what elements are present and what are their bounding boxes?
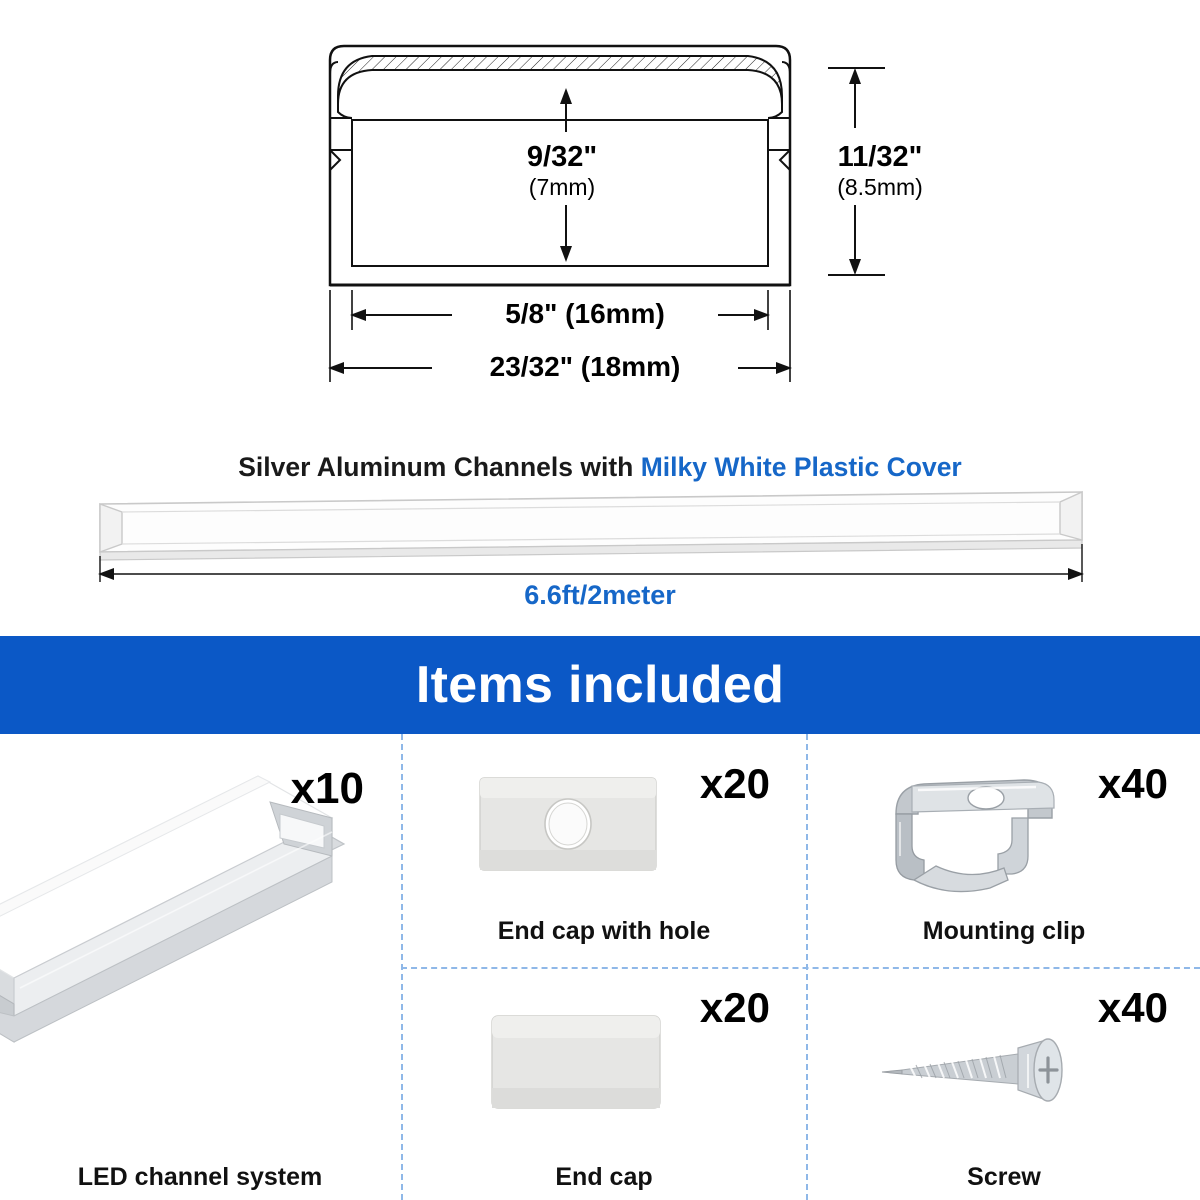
end-cap-with-hole-icon xyxy=(472,762,672,892)
mounting-clip-icon xyxy=(878,756,1078,906)
dimension-inner-height-metric: (7mm) xyxy=(528,174,596,201)
item-cell-led-channel-system xyxy=(0,734,400,1200)
channel-caption-part1: Silver Aluminum Channels with xyxy=(238,452,641,482)
item-qty-screw: x40 xyxy=(1097,984,1168,1031)
item-qty-end-cap: x20 xyxy=(699,984,770,1031)
items-included-title: Items included xyxy=(415,656,785,714)
channel-caption-accent: Milky White Plastic Cover xyxy=(640,452,962,482)
dimension-inner-height-imperial: 9/32" xyxy=(526,141,598,173)
item-cell-end-cap xyxy=(402,968,806,1200)
item-qty-led-channel-system: x10 xyxy=(290,764,364,813)
end-cap-icon xyxy=(480,998,680,1128)
item-cell-mounting-clip xyxy=(808,734,1200,966)
dimension-inner-width: 5/8" (16mm) xyxy=(505,298,665,329)
dimension-outer-height xyxy=(790,140,970,201)
channel-length-diagram xyxy=(0,482,1200,592)
item-qty-mounting-clip: x40 xyxy=(1097,760,1168,807)
item-label-end-cap: End cap xyxy=(555,1163,653,1191)
item-label-led-channel-system: LED channel system xyxy=(77,1163,323,1191)
channel-caption xyxy=(0,452,1200,483)
item-label-mounting-clip: Mounting clip xyxy=(922,917,1086,945)
screw-icon xyxy=(868,1008,1098,1128)
dimension-outer-height-imperial: 11/32" xyxy=(837,141,923,173)
item-label-end-cap-with-hole: End cap with hole xyxy=(497,917,711,945)
item-qty-end-cap-with-hole: x20 xyxy=(699,760,770,807)
dimension-outer-width: 23/32" (18mm) xyxy=(489,351,681,382)
item-cell-end-cap-with-hole xyxy=(402,734,806,966)
item-label-screw: Screw xyxy=(967,1163,1041,1191)
length-label: 6.6ft/2meter xyxy=(524,580,676,610)
items-included-grid xyxy=(0,734,1200,1200)
dimension-outer-height-metric: (8.5mm) xyxy=(837,174,923,201)
dimension-inner-height xyxy=(472,140,652,201)
item-cell-screw xyxy=(808,968,1200,1200)
items-included-banner xyxy=(0,636,1200,734)
